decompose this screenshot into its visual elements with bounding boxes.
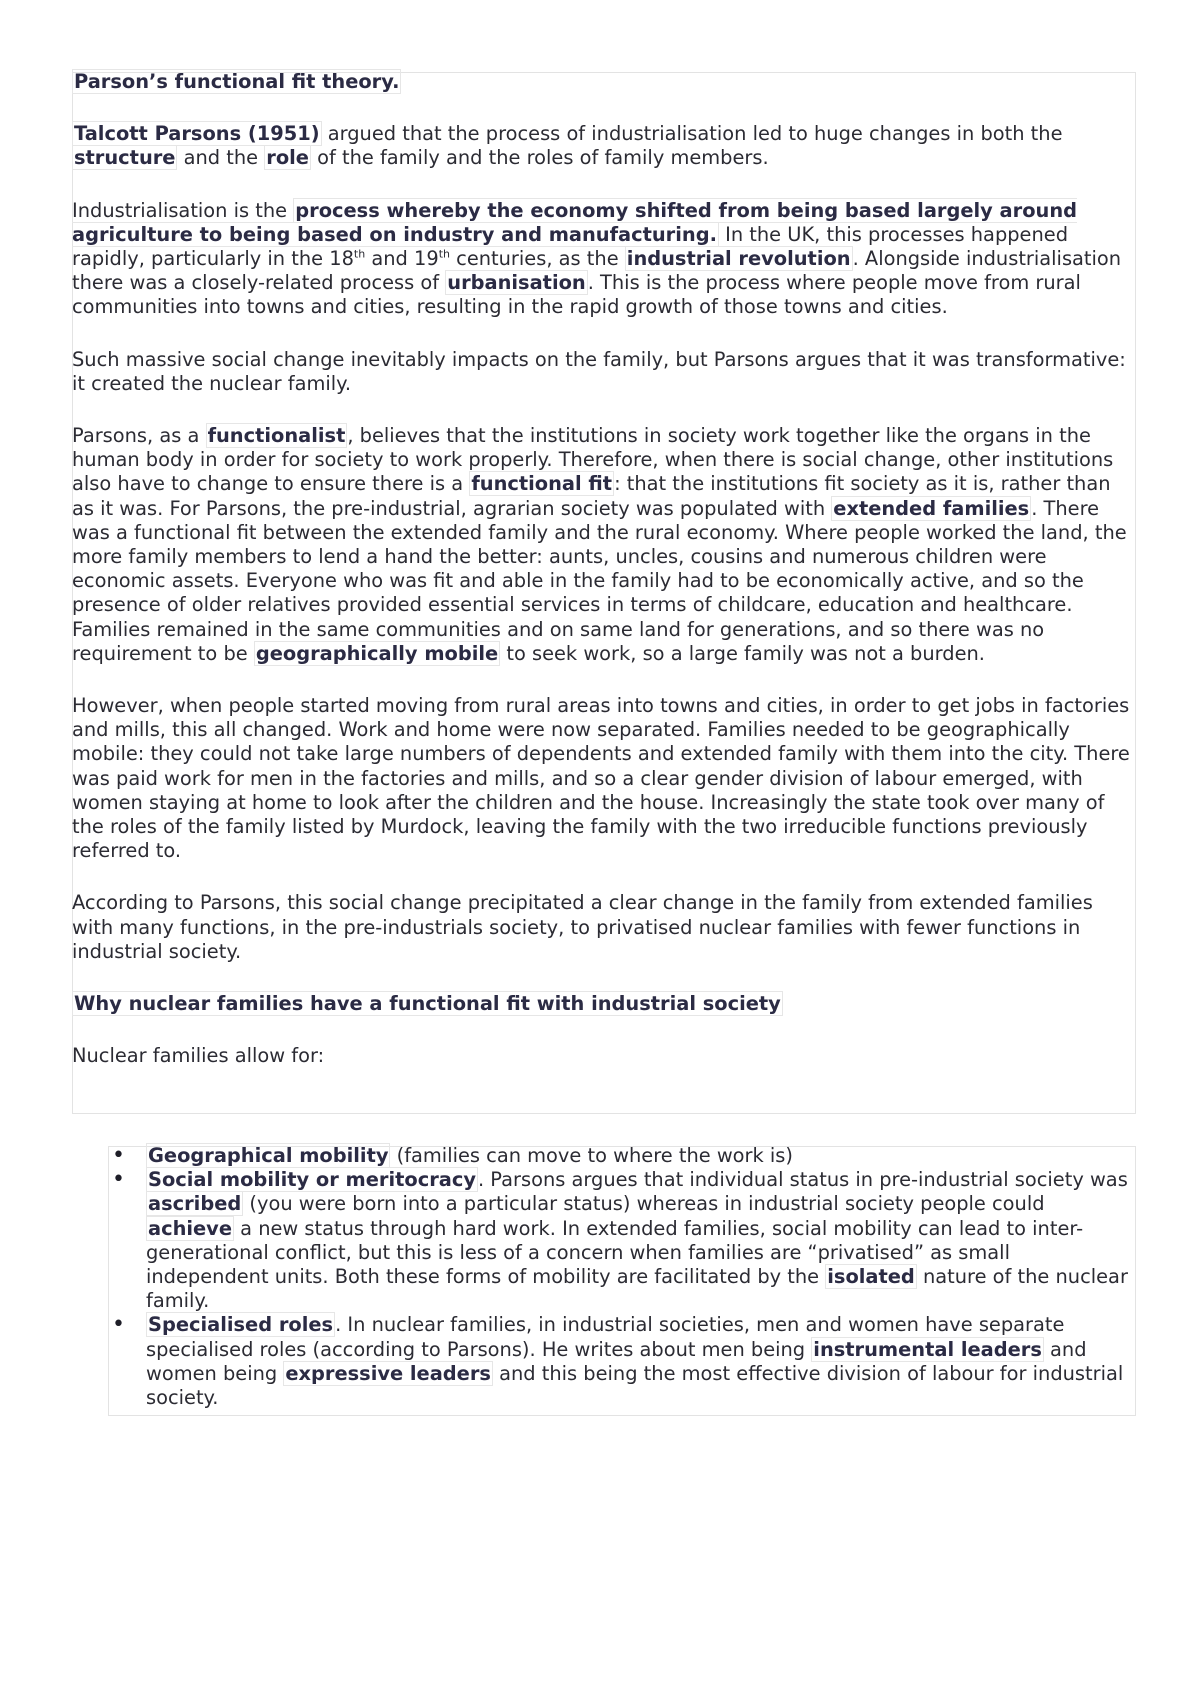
keyword-ascribed: ascribed (148, 1192, 242, 1216)
keyword-isolated: isolated (827, 1265, 915, 1289)
paragraph-social-change: Such massive social change inevitably impacts on the family, but Parsons argues that it was transformative: it created the nuclear family. (72, 347, 1126, 395)
keyword-achieve: achieve (148, 1216, 232, 1240)
keyword-structure: structure (74, 146, 176, 170)
paragraph-text: . There was a functional fit between the extended family and the rural economy. Where people worked the land, the more family members to lend a hand the better: aunts, uncles, cousins and numerous children were economic assets. Everyone who was fit and able in the family had to be economically active, and so the presence of older relatives provided essential services in terms of childcare, education and healthcare. Families remained in the same communities and on same land for generations, and so there was no requirement to be (72, 496, 1127, 665)
keyword-industrial-revolution: industrial revolution (626, 247, 851, 271)
paragraph-urban-change: However, when people started moving from rural areas into towns and cities, in order to get jobs in factories and mills, this all changed. Work and home were now separated. Families needed to be geographically mobile: they could not take large numbers of dependents and extended family with them into the city. There was paid work for men in the factories and mills, and so a clear gender division of labour emerged, with women staying at home to look after the children and the house. Increasingly the state took over many of the roles of the family listed by Murdock, leaving the family with the two irreducible functions previously referred to. (72, 694, 1130, 863)
paragraph-text: to seek work, so a large family was not a burden. (500, 641, 985, 665)
page-title (72, 70, 1136, 94)
list-item-text: and women being (146, 1337, 1087, 1385)
list-item-text: (you were born into a particular status) whereas in industrial society people could (243, 1192, 1045, 1216)
paragraph-text: and 19 (365, 247, 439, 271)
keyword-talcott-parsons: Talcott Parsons (1951) (74, 122, 320, 146)
paragraph-text: : that the institutions fit society as it is, rather than as it was. For Parsons, the pre-industrial, agrarian society was populated with (72, 472, 1111, 520)
keyword-specialised-roles: Specialised roles (148, 1313, 334, 1337)
list-item (146, 1144, 1132, 1168)
section-heading (72, 992, 1136, 1016)
paragraph-intro (72, 122, 1136, 170)
superscript-th: th (353, 247, 366, 261)
keyword-instrumental-leaders: instrumental leaders (813, 1337, 1042, 1361)
bullet-list (108, 1144, 1132, 1410)
keyword-extended-families: extended families (833, 496, 1030, 520)
keyword-role: role (266, 146, 309, 170)
keyword-social-mobility: Social mobility or meritocracy (148, 1168, 476, 1192)
paragraph-text: Industrialisation is the (72, 198, 294, 222)
list-item-text: . Parsons argues that individual status in pre-industrial society was (477, 1168, 1128, 1192)
keyword-functionalist: functionalist (207, 424, 346, 448)
list-item-text: nature of the nuclear family. (146, 1265, 1128, 1313)
paragraph-text: and the (177, 146, 265, 170)
keyword-process-definition: process whereby the economy shifted from being based largely around agriculture to being based on industry and manufacturing. (72, 198, 1078, 246)
list-item-text: a new status through hard work. In extended families, social mobility can lead to inter-generational conflict, but this is less of a concern when families are “privatised” as small independent units. Both these forms of mobility are facilitated by the (146, 1216, 1084, 1289)
list-item-text: and this being the most effective division of labour for industrial society. (146, 1361, 1124, 1410)
paragraph-functionalist (72, 424, 1136, 666)
list-item (146, 1168, 1132, 1313)
keyword-expressive-leaders: expressive leaders (285, 1361, 491, 1385)
paragraph-industrialisation (72, 199, 1136, 320)
paragraph-text: In the UK, this processes happened rapidly, particularly in the 18 (72, 222, 1069, 271)
superscript-th: th (438, 247, 450, 261)
paragraph-text: argued that the process of industrialisation led to huge changes in both the (321, 122, 1063, 146)
paragraph-text: Parsons, as a (72, 424, 206, 448)
paragraph-text: centuries, as the (450, 247, 625, 271)
list-item-text: . In nuclear families, in industrial societies, men and women have separate specialised roles (according to Parsons). He writes about men being (146, 1313, 1065, 1361)
paragraph-text: . This is the process where people move from rural communities into towns and cities, resulting in the rapid growth of those towns and cities. (72, 271, 1081, 319)
list-item (146, 1313, 1132, 1410)
keyword-functional-fit: functional fit (471, 472, 613, 496)
keyword-urbanisation: urbanisation (447, 271, 586, 295)
paragraph-list-intro: Nuclear families allow for: (72, 1044, 325, 1068)
keyword-geographical-mobility: Geographical mobility (148, 1144, 389, 1167)
section-heading-text: Why nuclear families have a functional fit with industrial society (74, 992, 781, 1016)
paragraph-text: . Alongside industrialisation there was a closely-related process of (72, 247, 1122, 295)
list-item-text: (families can move to where the work is) (390, 1144, 793, 1167)
keyword-geographically-mobile: geographically mobile (255, 641, 499, 665)
paragraph-text: , believes that the institutions in society work together like the organs in the human body in order for society to work properly. Therefore, when there is social change, other institutions also have to change to ensure there is a (72, 424, 1114, 496)
paragraph-conclusion: According to Parsons, this social change precipitated a clear change in the family from extended families with many functions, in the pre-industrials society, to privatised nuclear families with fewer functions in industrial society. (72, 891, 1093, 963)
document-body (72, 70, 1136, 1097)
paragraph-text: of the family and the roles of family members. (310, 146, 769, 170)
title-text: Parson’s functional fit theory. (74, 70, 400, 93)
